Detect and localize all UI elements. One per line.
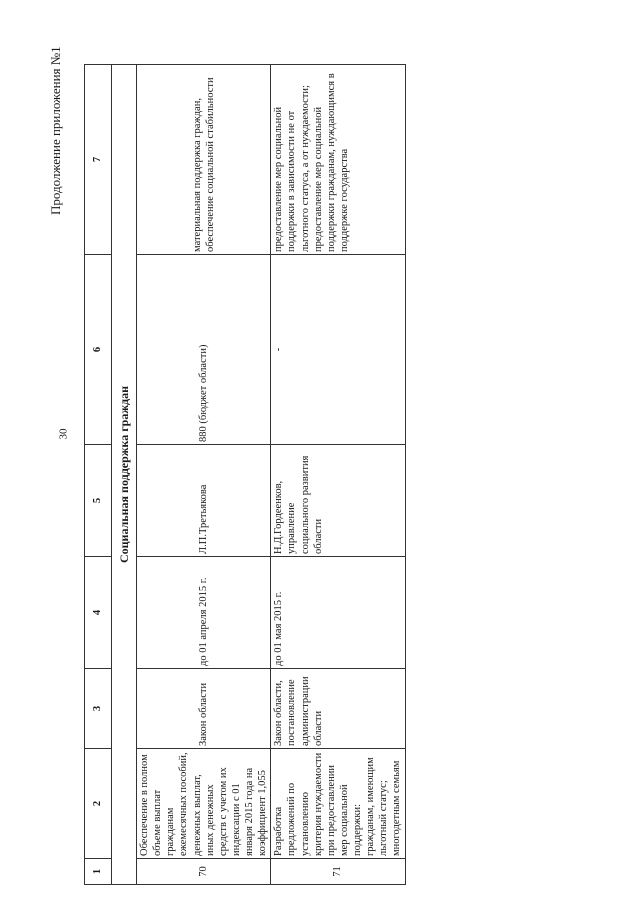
table-row — [137, 65, 271, 885]
column-number: 4 — [85, 557, 112, 669]
result-cell: материальная поддержка граждан, обеспечение социальной стабильности — [137, 65, 271, 255]
column-number: 1 — [85, 859, 112, 885]
column-number: 3 — [85, 669, 112, 749]
rotated-table-container — [84, 65, 639, 885]
page-number: 30 — [57, 428, 70, 440]
section-title: Социальная поддержка граждан — [112, 65, 137, 885]
document-cell: Закон области — [137, 669, 271, 749]
funding-cell: - — [271, 255, 405, 445]
responsible-cell: Н.Д.Гордеенков, управление социального развития области — [271, 445, 405, 557]
deadline-cell: до 01 мая 2015 г. — [271, 557, 405, 669]
appendix-header: Продолжение приложения №1 — [48, 46, 63, 215]
column-number-row — [85, 65, 112, 885]
column-number: 6 — [85, 255, 112, 445]
column-number: 7 — [85, 65, 112, 255]
section-row — [112, 65, 137, 885]
measures-table — [84, 64, 406, 885]
document-cell: Закон области, постановление администрации области — [271, 669, 405, 749]
row-number: 70 — [137, 859, 271, 885]
funding-cell: 880 (бюджет области) — [137, 255, 271, 445]
table-row — [271, 65, 405, 885]
column-number: 2 — [85, 749, 112, 859]
responsible-cell: Л.П.Третьякова — [137, 445, 271, 557]
row-number: 71 — [271, 859, 405, 885]
deadline-cell: до 01 апреля 2015 г. — [137, 557, 271, 669]
result-cell: предоставление мер социальной поддержки в зависимости не от льготного статуса, а от нуждаемости; предоставление мер социальной поддержки гражданам, нуждающимся в поддержке государства — [271, 65, 405, 255]
measure-cell: Обеспечение в полном объеме выплат гражданам ежемесячных пособий, денежных выплат, иных денежных средств с учетом их индексации с 01 января 2015 года на коэффициент 1,055 — [137, 749, 271, 859]
measure-cell: Разработка предложений по установлению критерия нуждаемости при предоставлении мер социальной поддержки: гражданам, имеющим льготный статус; многодетным семьям — [271, 749, 405, 859]
column-number: 5 — [85, 445, 112, 557]
